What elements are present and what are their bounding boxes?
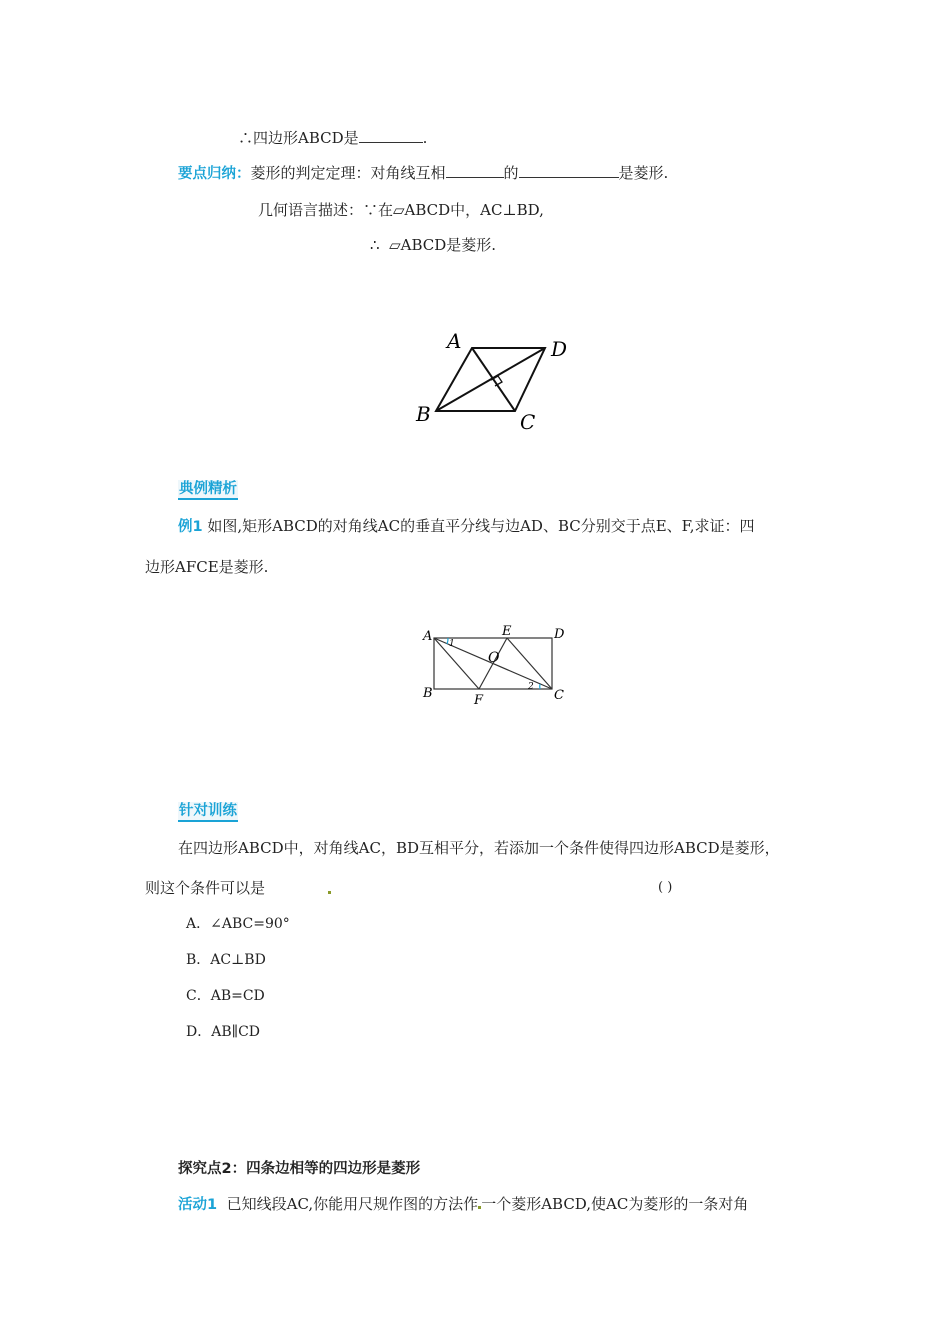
key-points-part1: 菱形的判定定理：对角线互相 xyxy=(250,164,446,182)
conclusion-line xyxy=(238,128,427,148)
label-c-2: C xyxy=(554,688,564,703)
answer-paren-text: ( ) xyxy=(658,880,673,895)
option-b[interactable] xyxy=(186,950,266,970)
label-a: A xyxy=(447,329,462,353)
label-f: F xyxy=(474,693,484,708)
rectangle-figure xyxy=(418,620,573,710)
diagonal-ac xyxy=(472,348,515,411)
training-question-1 xyxy=(178,838,780,858)
label-d-2: D xyxy=(554,627,565,642)
blank-2[interactable] xyxy=(519,163,619,178)
label-angle-1: 1 xyxy=(449,639,455,649)
activity1-text-b: 一个菱形ABCD,使AC为菱形的一条对角 xyxy=(481,1195,749,1213)
activity1-text-a: 已知线段AC,你能用尺规作图的方法作 xyxy=(226,1195,479,1213)
therefore-symbol-2: ∴ xyxy=(370,236,380,254)
explore2-heading xyxy=(178,1158,420,1179)
option-c-text: AB=CD xyxy=(210,988,265,1004)
geometry-description: 几何语言描述：∵在▱ABCD中，AC⊥BD, xyxy=(258,201,544,219)
label-b-2: B xyxy=(423,686,433,701)
conclusion-text: 四边形ABCD是 xyxy=(253,129,359,147)
label-a-2: A xyxy=(423,629,433,644)
section-training-tag: 针对训练 xyxy=(178,802,238,822)
conclusion-end: . xyxy=(422,129,428,147)
label-e: E xyxy=(502,624,512,639)
key-points-part2: 的 xyxy=(503,164,519,182)
training-question-text-1: 在四边形ABCD中，对角线AC，BD互相平分，若添加一个条件使得四边形ABCD是菱形， xyxy=(178,839,780,857)
section-examples xyxy=(178,478,238,500)
label-b: B xyxy=(416,402,431,426)
geometry-conclusion: ▱ABCD是菱形. xyxy=(389,236,497,254)
option-a-letter: A． xyxy=(186,916,211,932)
explore2-title: 探究点2：四条边相等的四边形是菱形 xyxy=(178,1161,421,1177)
section-training xyxy=(178,800,238,822)
angle-1-arc xyxy=(447,638,448,644)
geometry-line-2 xyxy=(370,235,496,255)
activity1-label: 活动1 xyxy=(178,1197,218,1213)
key-points-label: 要点归纳： xyxy=(178,166,251,182)
rhombus-figure xyxy=(405,325,580,440)
example1-label: 例1 xyxy=(178,519,203,535)
option-d-letter: D． xyxy=(186,1024,212,1040)
option-a-text: ∠ABC=90° xyxy=(210,916,290,932)
example1-text-1: 如图,矩形ABCD的对角线AC的垂直平分线与边AD、BC分别交于点E、F,求证：四 xyxy=(207,517,755,535)
label-c: C xyxy=(520,410,536,434)
option-b-letter: B． xyxy=(186,952,211,968)
rhombus-shape xyxy=(436,348,545,411)
geometry-line-1 xyxy=(258,200,544,220)
mark-dot-1 xyxy=(328,891,331,894)
blank-1[interactable] xyxy=(446,163,504,178)
option-d[interactable] xyxy=(186,1022,260,1042)
label-angle-2: 2 xyxy=(528,682,534,692)
answer-blank[interactable] xyxy=(359,128,423,143)
example1-line-1 xyxy=(178,516,755,537)
segment-af xyxy=(434,638,479,689)
label-d: D xyxy=(551,337,568,361)
option-d-text: AB∥CD xyxy=(211,1024,261,1040)
section-examples-tag: 典例精析 xyxy=(178,480,238,500)
label-o: O xyxy=(488,650,500,666)
therefore-symbol: ∴ xyxy=(238,129,254,147)
option-c[interactable] xyxy=(186,986,265,1006)
example1-line-2 xyxy=(145,557,268,577)
training-question-2 xyxy=(145,878,265,898)
key-points-part3: 是菱形. xyxy=(618,164,669,182)
key-points-line xyxy=(178,163,668,184)
diagonal-bd xyxy=(436,348,545,411)
example1-text-2: 边形AFCE是菱形. xyxy=(145,558,269,576)
answer-paren[interactable] xyxy=(658,878,672,898)
option-a[interactable] xyxy=(186,914,290,934)
training-question-text-2: 则这个条件可以是 xyxy=(145,879,266,897)
activity1-line xyxy=(178,1194,748,1215)
option-c-letter: C． xyxy=(186,988,211,1004)
option-b-text: AC⊥BD xyxy=(210,952,266,968)
